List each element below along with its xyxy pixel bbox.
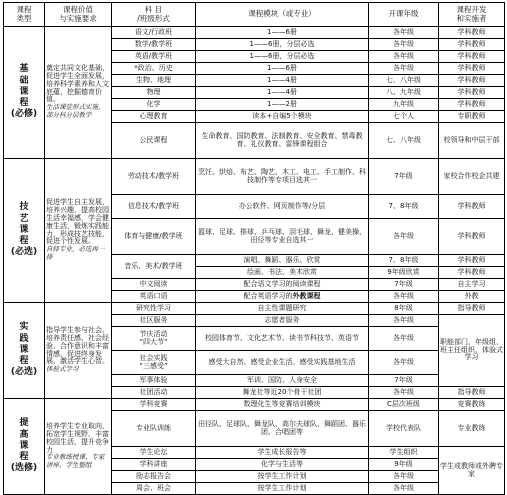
module-cell: 舞龙社等近20个骨干社团 bbox=[196, 387, 369, 399]
dev-cell: 学科教师 bbox=[439, 87, 505, 99]
dev-cell: 学科教师 bbox=[439, 39, 505, 51]
dev-cell: 学科教师 bbox=[439, 51, 505, 63]
dev-cell-merged: 学生或教师或外聘专家 bbox=[439, 447, 505, 495]
module-cell: 田径队、足球队、舞龙队、高尔夫球队、舞蹈团、器乐团、合唱团等 bbox=[196, 411, 369, 447]
subject-cell: 节庆活动 “四大节” bbox=[112, 327, 196, 351]
module-text-bold: 外教课程 bbox=[292, 291, 321, 300]
category-practice: 实 践 课 程 (必选) bbox=[4, 303, 45, 399]
goal-basic bbox=[45, 27, 112, 159]
grade-cell: 7年级 bbox=[369, 159, 439, 195]
subject-cell: 励志报告会 bbox=[112, 471, 196, 483]
goal-skill-text: 促进学生自主发展，培养兴趣，提高校园生活幸福感，学会健康生活，锻炼实践能力，形成技艺技能，促进个性发展。 bbox=[46, 198, 109, 246]
subject-cell: 信息技术/教学班 bbox=[112, 195, 196, 219]
grade-cell: 各年级 bbox=[369, 483, 439, 495]
subject-cell: 数学/教学班 bbox=[112, 39, 196, 51]
module-cell: 生命教育、国防教育、法制教育、安全教育、禁毒教育、礼仪教育、雷锋课程组合 bbox=[196, 123, 369, 159]
grade-cell: 7、8年级 bbox=[369, 255, 439, 267]
grade-cell: 七个人 bbox=[369, 111, 439, 123]
module-cell: 自主性课题研究 bbox=[196, 303, 369, 315]
module-cell: 化学与生活等 bbox=[196, 459, 369, 471]
module-cell: 烹饪、烘焙、布艺、陶艺、木工、电工、手工制作、科技制作等专项目选其一 bbox=[196, 159, 369, 195]
module-text: 配合英语学习的 bbox=[243, 291, 293, 300]
subject-cell: 研究性学习 bbox=[112, 303, 196, 315]
goal-practice-text: 指导学生参与社会，培养责任感、社会经验、合作意识和丰富情感，促进终身发展，激活学生心智。 bbox=[46, 326, 109, 366]
subject-cell: 军事体验 bbox=[112, 375, 196, 387]
goal-advanced-text: 培养学生专业取向，拓宽学生视野，丰富校园生活，提升竞争力 bbox=[46, 422, 109, 454]
subject-cell: 公民课程 bbox=[112, 123, 196, 159]
dev-cell: 学科教师 bbox=[439, 255, 505, 267]
module-cell: 读本+自编5个模块 bbox=[196, 111, 369, 123]
grade-cell: 8年级 bbox=[369, 303, 439, 315]
module-cell: 志愿者服务 bbox=[196, 315, 369, 327]
subject-cell: 学生论坛 bbox=[112, 447, 196, 459]
module-cell: 按学生工作计划 bbox=[196, 471, 369, 483]
goal-skill bbox=[45, 159, 112, 303]
subject-cell: 心理教育 bbox=[112, 111, 196, 123]
col-header-modules: 课程模块（或专业） bbox=[196, 3, 369, 27]
subject-cell: *政治、历史 bbox=[112, 63, 196, 75]
dev-cell-merged: 职能部门，年级组，班主任组织，体验式学习 bbox=[439, 315, 505, 387]
subject-cell: 英语口语 bbox=[112, 291, 196, 303]
grade-cell: 各年级 bbox=[369, 327, 439, 351]
col-header-subject: 科 目 /班级形式 bbox=[112, 3, 196, 27]
grade-cell: 各年级 bbox=[369, 51, 439, 63]
module-cell: 军训、国防、人身安全 bbox=[196, 375, 369, 387]
subject-cell: 学科讲座 bbox=[112, 459, 196, 471]
goal-practice bbox=[45, 303, 112, 399]
dev-cell: 指导教师 bbox=[439, 387, 505, 399]
grade-cell: C层次班级 bbox=[369, 399, 439, 411]
dev-cell: 学科教师 bbox=[439, 27, 505, 39]
category-advanced: 提 高 课 程 (选修) bbox=[4, 399, 45, 495]
module-cell: 1——4册 bbox=[196, 87, 369, 99]
grade-cell: 7年级 bbox=[369, 279, 439, 291]
goal-basic-note: 生活课堂形式实施，部分科分层教学 bbox=[46, 103, 105, 120]
col-header-type: 课程 类型 bbox=[4, 3, 45, 27]
subject-cell: 劳动技术/教学班 bbox=[112, 159, 196, 195]
module-cell: 数理化生等竞赛培训模块 bbox=[196, 399, 369, 411]
dev-cell: 学科教师 bbox=[439, 63, 505, 75]
dev-cell: 学科教师 bbox=[439, 99, 505, 111]
grade-cell: 9年级 bbox=[369, 459, 439, 471]
dev-cell: 学科教师 bbox=[439, 219, 505, 255]
subject-cell: 学科竞赛 bbox=[112, 399, 196, 411]
grade-cell: 七、八年级 bbox=[369, 123, 439, 159]
category-skill: 技 艺 课 程 (必选) bbox=[4, 159, 45, 303]
grade-cell: 各年级 bbox=[369, 27, 439, 39]
grade-cell: 各年级 bbox=[369, 351, 439, 375]
grade-cell: 各年级 bbox=[369, 471, 439, 483]
module-cell: 1——2册 bbox=[196, 99, 369, 111]
dev-cell: 自主学习 bbox=[439, 279, 505, 291]
subject-cell: 专业队训练 bbox=[112, 411, 196, 447]
table-row bbox=[4, 303, 505, 315]
module-cell: 演唱、舞蹈、器乐、欣赏 bbox=[196, 255, 369, 267]
subject-cell: 社团活动 bbox=[112, 387, 196, 399]
goal-skill-note: 自择专业，必选再一排 bbox=[46, 245, 105, 261]
grade-cell: 各年级 bbox=[369, 387, 439, 399]
grade-cell: 各年级 bbox=[369, 219, 439, 255]
table-row bbox=[4, 27, 505, 39]
dev-cell: 外教 bbox=[439, 291, 505, 303]
subject-cell: 语文/行政班 bbox=[112, 27, 196, 39]
goal-practice-note: 体验式学习 bbox=[46, 365, 79, 374]
subject-cell: 音乐、美术/教学班 bbox=[112, 255, 196, 279]
grade-cell: 各年级 bbox=[369, 315, 439, 327]
table-row bbox=[4, 159, 505, 195]
dev-cell: 学科教师 bbox=[439, 267, 505, 279]
grade-cell: 学生组织 bbox=[369, 447, 439, 459]
header-row bbox=[4, 3, 505, 27]
subject-cell: 中文阅读 bbox=[112, 279, 196, 291]
module-cell: 办公软件、网页制作等/分层 bbox=[196, 195, 369, 219]
module-cell: 1——6册 bbox=[196, 63, 369, 75]
dev-cell: 专职教师 bbox=[439, 111, 505, 123]
module-cell: 感受大自然、感受企业生活、感受实践基地生活 bbox=[196, 351, 369, 375]
col-header-dev: 课程开发 和实施者 bbox=[439, 3, 505, 27]
grade-cell: 7、8年级 bbox=[369, 195, 439, 219]
subject-cell: 物理 bbox=[112, 87, 196, 99]
goal-advanced bbox=[45, 399, 112, 495]
grade-cell: 9年级欣赏 bbox=[369, 267, 439, 279]
dev-cell: 家校合作校企共建 bbox=[439, 159, 505, 195]
module-cell: 绘画、书法、美术欣赏 bbox=[196, 267, 369, 279]
col-header-grade: 开课年级 bbox=[369, 3, 439, 27]
grade-cell: 各年级 bbox=[369, 63, 439, 75]
dev-cell: 专业教练 bbox=[439, 411, 505, 447]
category-basic: 基 础 课 程 (必修) bbox=[4, 27, 45, 159]
module-cell bbox=[196, 291, 369, 303]
subject-cell: 社会实践 “三感受” bbox=[112, 351, 196, 375]
dev-cell: 校领导和中层干部 bbox=[439, 123, 505, 159]
dev-cell: 指导教师 bbox=[439, 303, 505, 315]
grade-cell: 九年级 bbox=[369, 99, 439, 111]
course-table bbox=[3, 2, 505, 495]
dev-cell: 学科教师 bbox=[439, 195, 505, 219]
module-cell: 1——6册 bbox=[196, 27, 369, 39]
grade-cell: 学校代表队 bbox=[369, 411, 439, 447]
subject-cell: 英语/教学班 bbox=[112, 51, 196, 63]
subject-cell: 体育与健康/教学班 bbox=[112, 219, 196, 255]
dev-cell: 学科教师 bbox=[439, 75, 505, 87]
dev-cell: 竞赛教练 bbox=[439, 399, 505, 411]
module-cell: 1——6册，分层必选 bbox=[196, 39, 369, 51]
grade-cell: 各年级 bbox=[369, 39, 439, 51]
subject-cell: 周会、班会 bbox=[112, 483, 196, 495]
goal-advanced-note: 专业教练授课、专家讲座、学生整组 bbox=[46, 453, 105, 470]
goal-basic-text: 奠定共同文化基础，促进学生全面发展，培养科学素养和人文底蕴，挖掘德育价值。 bbox=[46, 64, 109, 104]
grade-cell: 各年级 bbox=[369, 291, 439, 303]
module-cell: 学生成长报告等 bbox=[196, 447, 369, 459]
grade-cell: 7年级 bbox=[369, 375, 439, 387]
subject-cell: 社区服务 bbox=[112, 315, 196, 327]
col-header-goal: 课程价值 与实施要求 bbox=[45, 3, 112, 27]
module-cell: 1——4册 bbox=[196, 75, 369, 87]
subject-cell: 生物、地理 bbox=[112, 75, 196, 87]
module-cell: 配合语文学习的阅读课程 bbox=[196, 279, 369, 291]
table-row bbox=[4, 399, 505, 411]
module-cell: 校园体育节、文化艺术节、读书节科技节、英语节 bbox=[196, 327, 369, 351]
grade-cell: 八、九年级 bbox=[369, 87, 439, 99]
module-cell: 按学生工作计划 bbox=[196, 483, 369, 495]
grade-cell: 七、八年级 bbox=[369, 75, 439, 87]
module-cell: 篮球、足球、排球、乒乓球、羽毛球、舞龙、健美操、田径等专业自选其一 bbox=[196, 219, 369, 255]
module-cell: 1——6册，分层必选 bbox=[196, 51, 369, 63]
subject-cell: 化学 bbox=[112, 99, 196, 111]
